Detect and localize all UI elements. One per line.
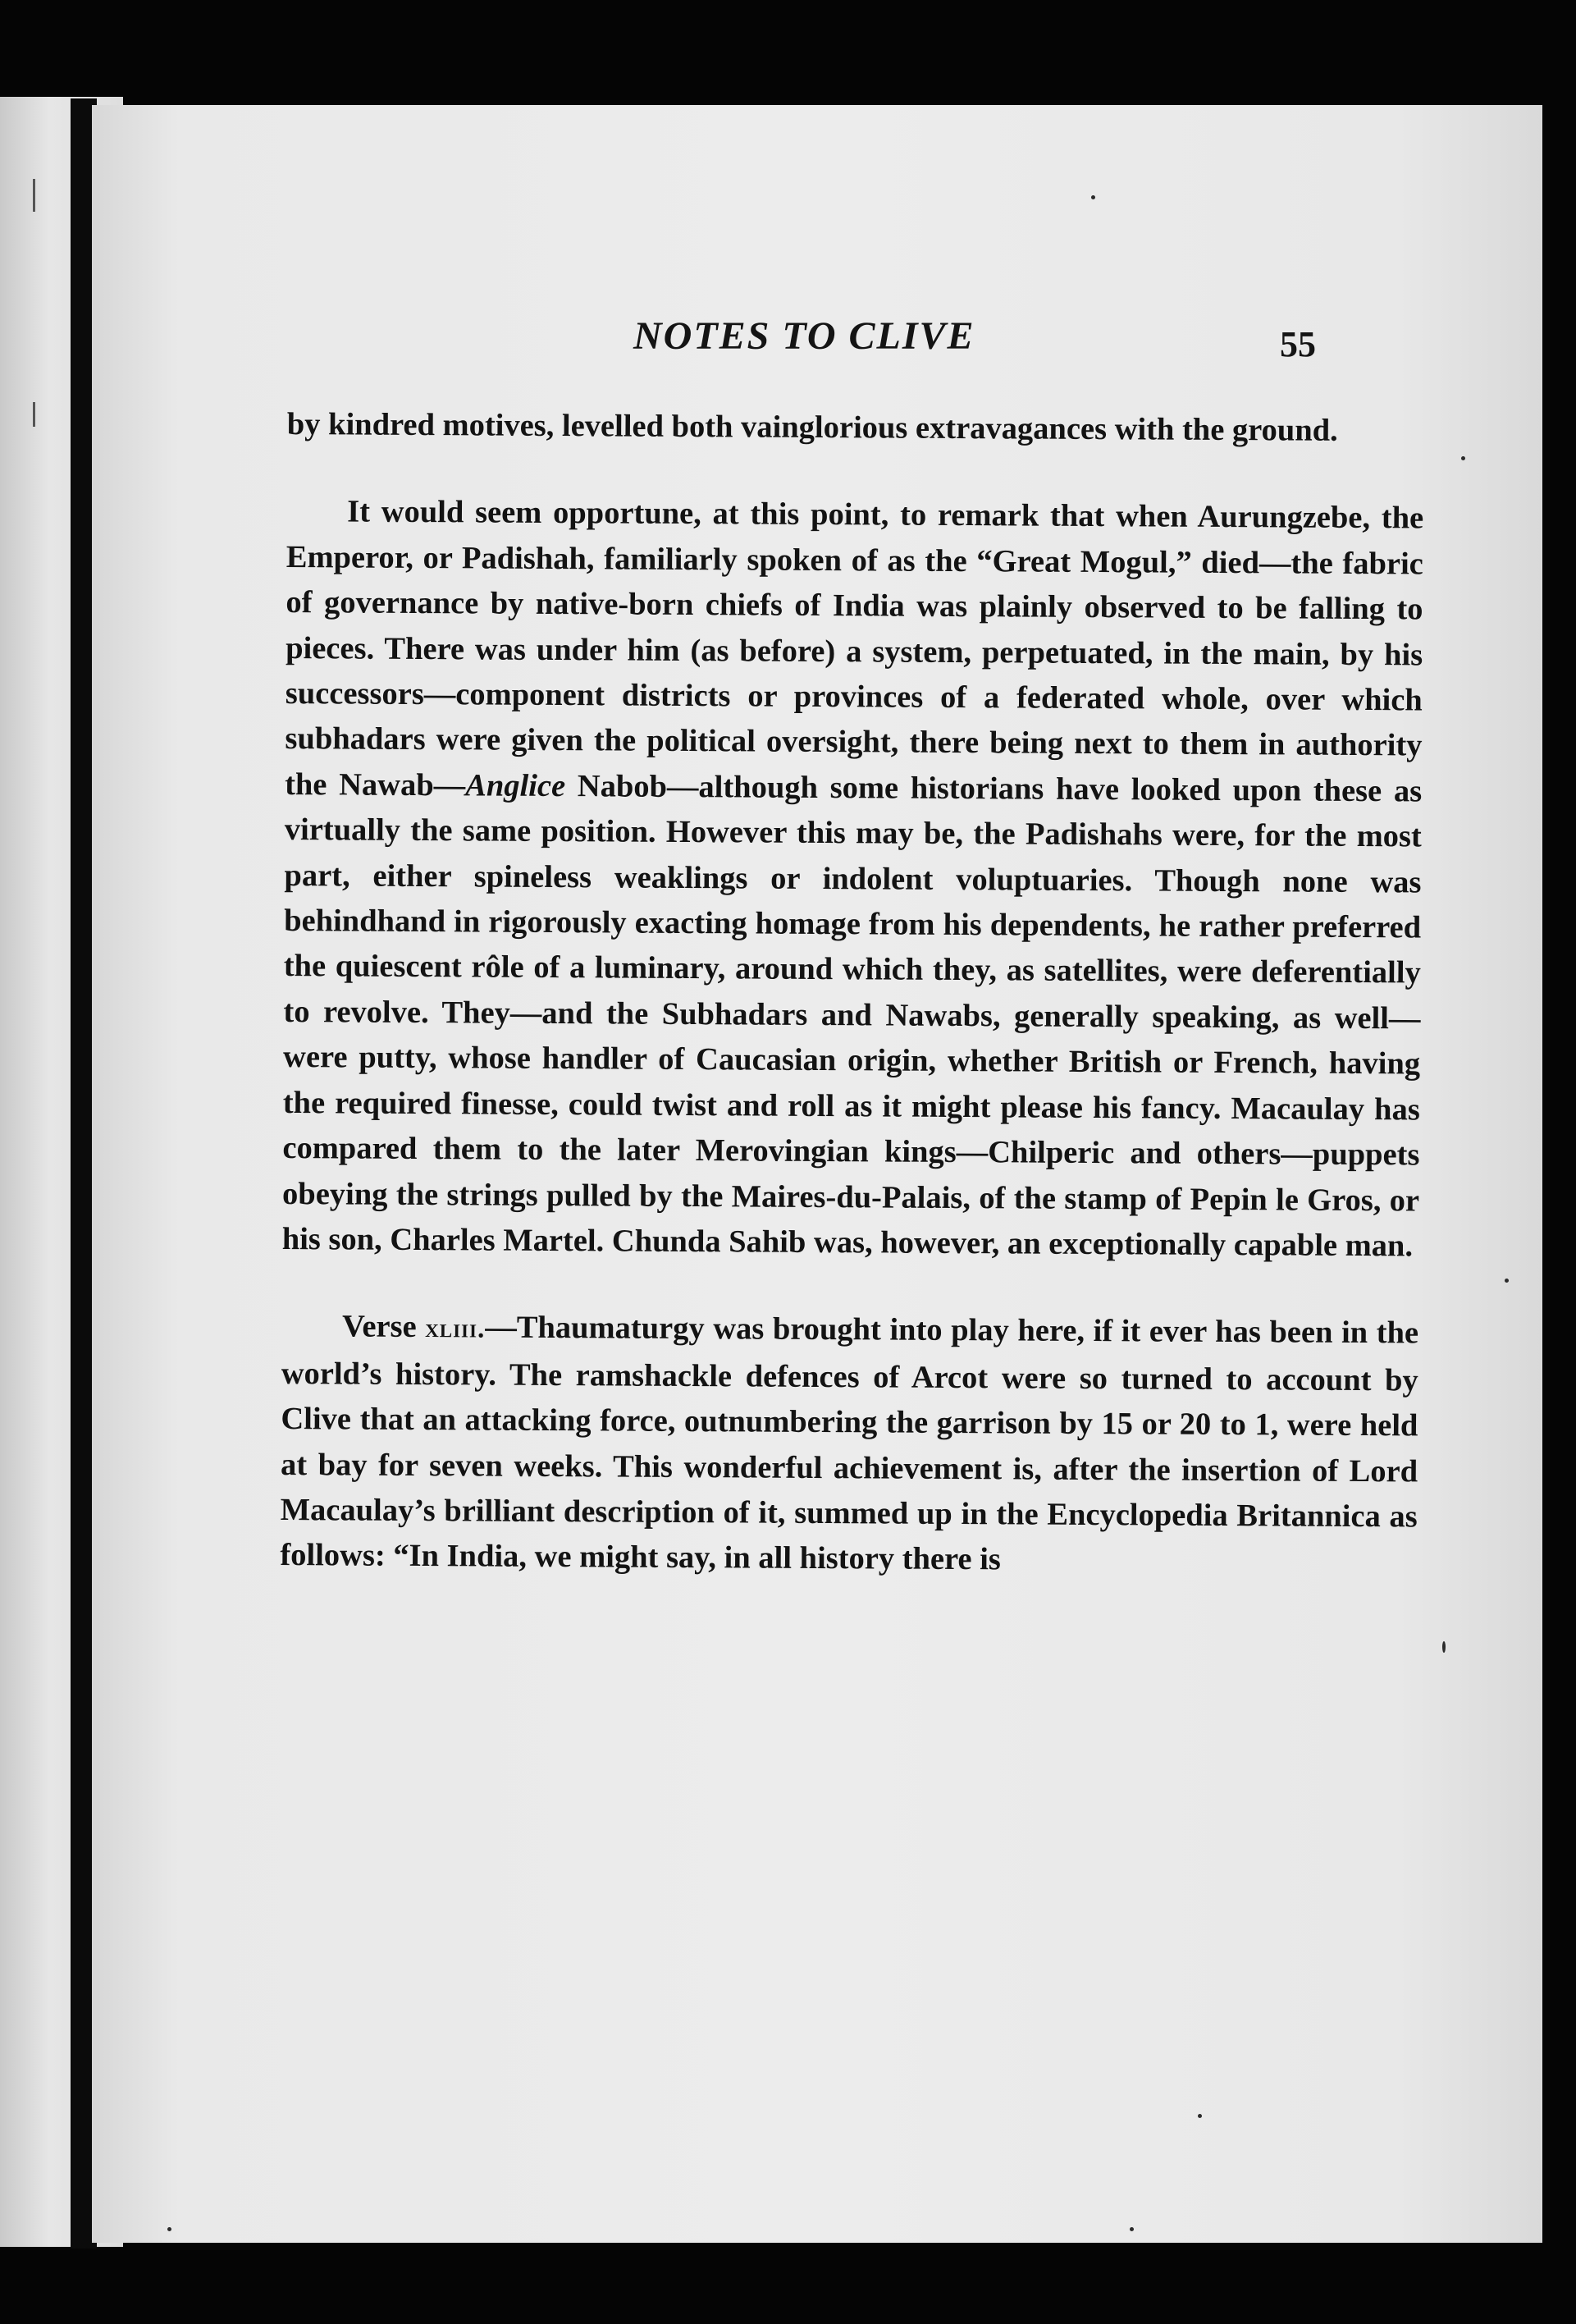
paper-speck — [1091, 195, 1095, 199]
main-text — [280, 402, 1424, 1585]
verse-label: Verse — [341, 1309, 426, 1345]
paragraph-text: Nabob—although some historians have looked upon these as virtually the same position. However this may be, the Padishahs were, for the most part, either spineless weaklings or indolent voluptuaries. Though none was behindhand in rigorously exacting homage from his dependents, he rather preferred the quiescent rôle of a luminary, around which they, as satellites, were deferentially to revolve. They—and the Subhadars and Nawabs, generally speaking, as well—were putty, whose handler of Caucasian origin, whether British or French, having the required finesse, could twist and roll as it might please his fancy. Macaulay has compared them to the later Merovingian kings—Chilperic and others—puppets obeying the strings pulled by the Maires-du-Palais, of the stamp of Pepin le Gros, or his son, Charles Martel. Chunda Sahib was, however, an exceptionally capable man. — [281, 768, 1423, 1264]
verse-numeral: xliii. — [425, 1314, 486, 1344]
paper-speck — [1198, 2114, 1202, 2118]
paragraph-text: It would seem opportune, at this point, to remark that when Aurungzebe, the Emperor, or Padishah, familiarly spoken of as the “Great Mogul,” died—the fabric of governance by native-born chiefs of India was plainly observed to be falling to pieces. There was under him (as before) a system, perpetuated, in the main, by his successors—component districts or provinces of a federated whole, over which subhadars were given the political oversight, there being next to them in authority the Nawab— — [285, 494, 1424, 803]
running-title: NOTES TO CLIVE — [633, 314, 975, 358]
paper-speck — [1442, 1641, 1446, 1653]
paragraph — [280, 1304, 1418, 1585]
page-number: 55 — [1280, 324, 1316, 364]
paragraph-text: —Thaumaturgy was brought into play here, if it ever has been in the world’s history. The ramshackle defences of Arcot were so turned to account by Clive that an attacking force, outnumbering the garrison by 15 or 20 to 1, were held at bay for seven weeks. This wonderful achievement is, after the insertion of Lord Macaulay’s brilliant description of it, summed up in the Encyclopedia Britannica as follows: “In India, we might say, in all history there is — [280, 1310, 1419, 1577]
paragraph — [282, 489, 1424, 1269]
paper-speck — [167, 2227, 171, 2231]
paper-speck — [1505, 1279, 1509, 1283]
paper-speck — [1461, 456, 1465, 460]
paper-speck — [1130, 2227, 1134, 2231]
paragraph: by kindred motives, levelled both vainglorious extravagances with the ground. — [286, 406, 1338, 448]
italic-term: Anglice — [465, 768, 566, 803]
page-header — [92, 313, 1542, 363]
page-mark — [33, 179, 35, 212]
page-mark — [33, 402, 35, 427]
